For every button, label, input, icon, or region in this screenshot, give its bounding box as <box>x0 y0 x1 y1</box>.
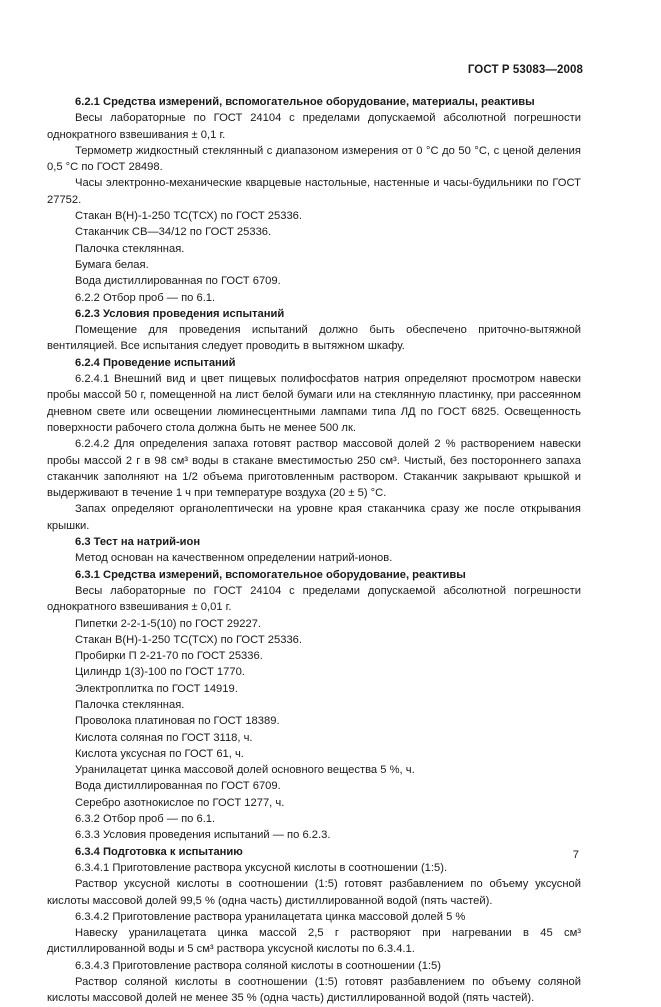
page-header: ГОСТ Р 53083—2008 <box>467 64 583 76</box>
paragraph: Стакан В(Н)-1-250 ТС(ТСХ) по ГОСТ 25336. <box>75 633 302 646</box>
section-heading: 6.3.1 Средства измерений, вспомогательное оборудование, реактивы <box>75 568 466 581</box>
paragraph: Часы электронно-механические кварцевые настольные, настенные и часы-будильники по ГОСТ 27752. <box>47 177 581 206</box>
paragraph: Вода дистиллированная по ГОСТ 6709. <box>75 275 281 288</box>
paragraph: Палочка стеклянная. <box>75 698 185 711</box>
paragraph: 6.3.4.2 Приготовление раствора уранилацетата цинка массовой долей 5 % <box>75 910 466 923</box>
paragraph: Весы лабораторные по ГОСТ 24104 с пределами допускаемой абсолютной погрешности однократного взвешивания ± 0,1 г. <box>47 112 581 141</box>
section-heading: 6.3 Тест на натрий-ион <box>75 536 201 549</box>
paragraph: 6.3.4.1 Приготовление раствора уксусной кислоты в соотношении (1:5). <box>75 861 448 874</box>
section-heading: 6.3.4 Подготовка к испытанию <box>75 845 243 858</box>
section-heading: 6.2.1 Средства измерений, вспомогательное оборудование, материалы, реактивы <box>75 96 535 108</box>
paragraph: Электроплитка по ГОСТ 14919. <box>75 682 238 695</box>
document-body <box>47 94 581 1007</box>
paragraph: 6.3.4.3 Приготовление раствора соляной кислоты в соотношении (1:5) <box>75 959 441 972</box>
paragraph: Цилиндр 1(3)-100 по ГОСТ 1770. <box>75 666 245 679</box>
paragraph: 6.2.2 Отбор проб — по 6.1. <box>75 291 216 304</box>
paragraph: Раствор соляной кислоты в соотношении (1:5) готовят разбавлением по объему соляной кислоты массовой долей не менее 35 % (одна часть) дистиллированной водой (пять частей). <box>47 976 581 1005</box>
paragraph: 6.2.4.1 Внешний вид и цвет пищевых полифосфатов натрия определяют просмотром навески пробы массой 50 г, помещенной на лист белой бумаги или на стеклянную пластинку, при рассеянном дневном свете или освещении люминесцентными лампами типа ЛД по ГОСТ 6825. Освещенность поверхности рабочего стола должна быть не менее 500 лк. <box>47 373 581 434</box>
paragraph: Серебро азотнокислое по ГОСТ 1277, ч. <box>75 796 285 809</box>
paragraph: Вода дистиллированная по ГОСТ 6709. <box>75 780 281 793</box>
section-heading: 6.2.4 Проведение испытаний <box>75 356 236 369</box>
paragraph: Весы лабораторные по ГОСТ 24104 с пределами допускаемой абсолютной погрешности однократного взвешивания ± 0,01 г. <box>47 584 581 614</box>
paragraph: Кислота соляная по ГОСТ 3118, ч. <box>75 731 253 744</box>
paragraph: Палочка стеклянная. <box>75 242 185 255</box>
section-heading: 6.2.3 Условия проведения испытаний <box>75 307 285 320</box>
paragraph: 6.3.3 Условия проведения испытаний — по 6.2.3. <box>75 829 331 842</box>
paragraph: Бумага белая. <box>75 258 149 271</box>
paragraph: Метод основан на качественном определении натрий-ионов. <box>75 552 393 565</box>
paragraph: Термометр жидкостный стеклянный с диапазоном измерения от 0 °С до 50 °С, с ценой деления 0,5 °С по ГОСТ 28498. <box>47 144 581 174</box>
paragraph: 6.2.4.2 Для определения запаха готовят раствор массовой долей 2 % растворением навески пробы массой 2 г в 98 см³ воды в стакане вместимостью 250 см³. Чистый, без постороннего запаха стаканчик заполняют на 1/2 объема приготовленным раствором. Стаканчик закрывают крышкой и выдерживают в течение 1 ч при температуре воздуха (20 ± 5) °С. <box>47 438 581 500</box>
paragraph: Помещение для проведения испытаний должно быть обеспечено приточно-вытяжной вентиляцией. Все испытания следует проводить в вытяжном шкафу. <box>47 324 581 353</box>
page-number: 7 <box>572 849 579 861</box>
paragraph: Раствор уксусной кислоты в соотношении (1:5) готовят разбавлением по объему уксусной кислоты массовой долей 99,5 % (одна часть) дистиллированной водой (пять частей). <box>47 878 581 907</box>
paragraph: 6.3.2 Отбор проб — по 6.1. <box>75 813 216 826</box>
paragraph: Пробирки П 2-21-70 по ГОСТ 25336. <box>75 650 263 663</box>
paragraph: Навеску уранилацетата цинка массой 2,5 г растворяют при нагревании в 45 см³ дистиллированной воды и 5 см³ раствора уксусной кислоты по 6.3.4.1. <box>47 927 581 956</box>
paragraph: Стаканчик СВ—34/12 по ГОСТ 25336. <box>75 226 272 239</box>
paragraph: Проволока платиновая по ГОСТ 18389. <box>75 715 280 728</box>
paragraph: Уранилацетат цинка массовой долей основного вещества 5 %, ч. <box>75 764 415 777</box>
paragraph: Пипетки 2-2-1-5(10) по ГОСТ 29227. <box>75 617 262 630</box>
paragraph: Кислота уксусная по ГОСТ 61, ч. <box>75 747 244 760</box>
paragraph: Запах определяют органолептически на уровне края стаканчика сразу же после открывания крышки. <box>47 503 581 532</box>
paragraph: Стакан В(Н)-1-250 ТС(ТСХ) по ГОСТ 25336. <box>75 210 302 223</box>
